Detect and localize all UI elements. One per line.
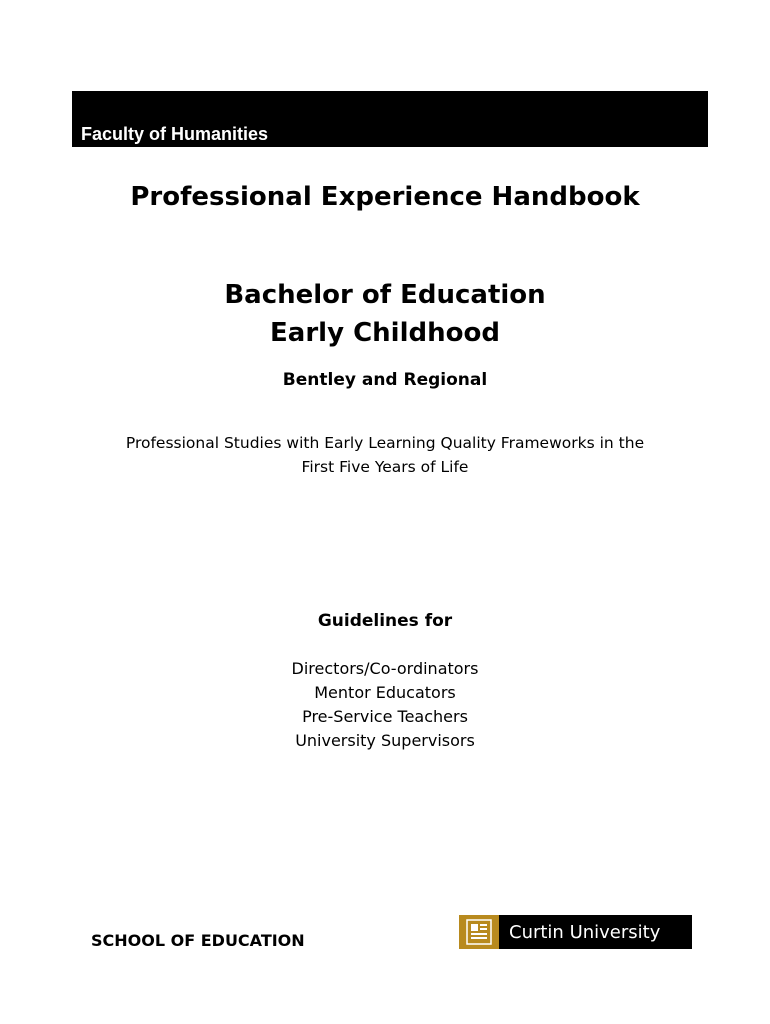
audience-item: Mentor Educators — [314, 683, 456, 702]
faculty-banner — [72, 91, 708, 147]
faculty-name: Faculty of Humanities — [81, 124, 269, 144]
degree-line-2: Early Childhood — [270, 318, 500, 348]
campus-label: Bentley and Regional — [282, 370, 488, 390]
degree-title — [0, 276, 770, 352]
subtitle — [0, 431, 770, 479]
audience-item: Pre-Service Teachers — [302, 707, 468, 726]
degree-line-1: Bachelor of Education — [224, 280, 546, 310]
subtitle-line-2: First Five Years of Life — [301, 458, 469, 476]
curtin-crest-icon — [459, 915, 499, 949]
logo-wordmark: Curtin University — [499, 915, 692, 949]
handbook-title: Professional Experience Handbook — [130, 182, 640, 212]
audience-item: Directors/Co-ordinators — [291, 659, 479, 678]
curtin-logo — [459, 915, 692, 949]
school-name: SCHOOL OF EDUCATION — [91, 931, 305, 950]
guidelines-heading: Guidelines for — [317, 611, 453, 631]
audience-item: University Supervisors — [295, 731, 475, 750]
subtitle-line-1: Professional Studies with Early Learning Quality Frameworks in the — [125, 434, 645, 452]
audience-list — [0, 657, 770, 753]
